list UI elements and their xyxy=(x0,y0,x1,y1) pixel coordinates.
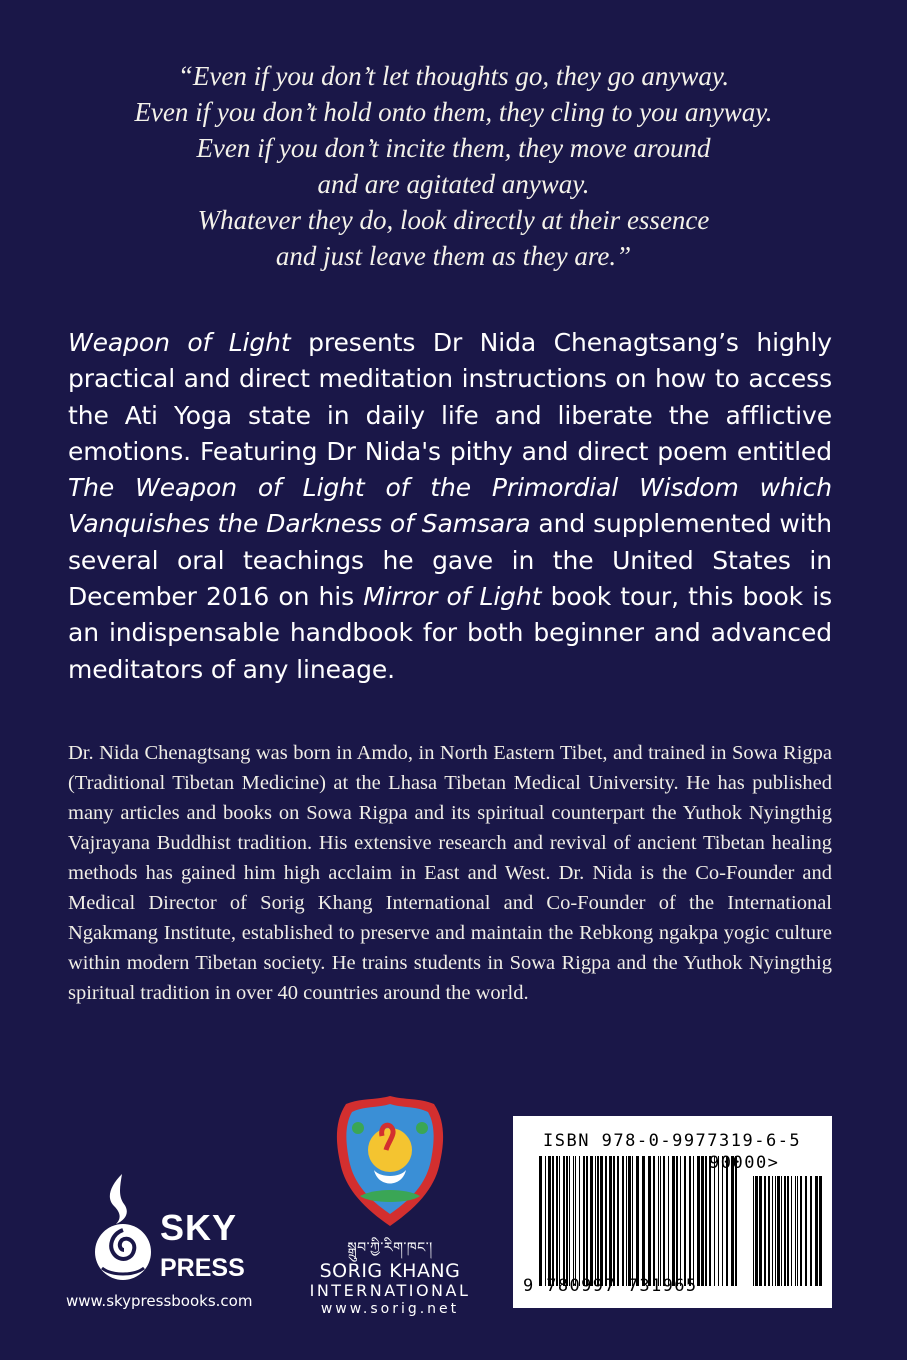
barcode-bar xyxy=(753,1176,754,1286)
barcode-bar xyxy=(648,1156,651,1286)
barcode-bar xyxy=(689,1156,691,1286)
barcode-bar xyxy=(663,1156,665,1286)
isbn-label: ISBN 978-0-9977319-6-5 xyxy=(543,1131,802,1151)
barcode-bar xyxy=(617,1156,619,1286)
blurb-text: book tour, this book is an indispensable handbook for both beginner and advanced meditators of any lineage. xyxy=(68,582,833,684)
barcode-bar xyxy=(642,1156,645,1286)
sorig-tibetan-script: སྒྲུབ་ཀྱི་རིག་ཁང་། xyxy=(347,1240,433,1256)
author-bio: Dr. Nida Chenagtsang was born in Amdo, in North Eastern Tibet, and trained in Sowa Rigpa (Traditional Tibetan Medicine) at the Lhasa Tibetan Medical University. He has published many articles and books on Sowa Rigpa and its spiritual counterpart the Yuthok Nyingthig Vajrayana Buddhist tradition. His extensive research and revival of ancient Tibetan healing methods has gained him high acclaim in East and West. Dr. Nida is the Co-Founder and Medical Director of Sorig Khang International and Co-Founder of the International Ngakmang Institute, established to preserve and maintain the Rebkong ngakpa yogic culture within modern Tibetan society. He trains students in Sowa Rigpa and the Yuthok Nyingthig spiritual tradition in over 40 countries around the world. xyxy=(68,742,832,1004)
barcode-bar xyxy=(573,1156,574,1286)
barcode-bar xyxy=(680,1156,681,1286)
barcode-bar xyxy=(658,1156,659,1286)
barcode-bar xyxy=(660,1156,661,1286)
barcode-bar xyxy=(676,1156,678,1286)
barcode-bar xyxy=(548,1156,551,1286)
barcode-bar xyxy=(714,1156,715,1286)
barcode-bar xyxy=(800,1176,802,1286)
barcode-bar xyxy=(586,1156,588,1286)
quote-line: Even if you don’t hold onto them, they cling to you anyway. xyxy=(134,97,773,127)
barcode-bar xyxy=(791,1176,792,1286)
sorig-url: www.sorig.net xyxy=(320,1301,460,1317)
barcode-bar xyxy=(653,1156,655,1286)
barcode-bar xyxy=(566,1156,568,1286)
barcode-bar xyxy=(784,1176,786,1286)
barcode-bar xyxy=(805,1176,807,1286)
barcode-bar xyxy=(590,1156,593,1286)
poem-title: The Weapon of Light of the Primordial Wisdom which Vanquishes the Darkness of Samsara xyxy=(68,473,832,539)
sorig-international: INTERNATIONAL xyxy=(309,1281,471,1300)
book-title: Weapon of Light xyxy=(68,328,291,357)
barcode-bar xyxy=(600,1156,603,1286)
quote-line: and just leave them as they are.” xyxy=(275,241,632,271)
barcode-bar xyxy=(764,1176,766,1286)
barcode-bar xyxy=(579,1156,580,1286)
sky-press-subname: PRESS xyxy=(160,1254,245,1282)
barcode-bar xyxy=(605,1156,607,1286)
barcode-bar xyxy=(668,1156,669,1286)
barcode-bar xyxy=(552,1156,554,1286)
barcode-bar xyxy=(697,1156,700,1286)
barcode-bar xyxy=(672,1156,675,1286)
barcode-bar xyxy=(626,1156,627,1286)
sky-press-flame-icon xyxy=(92,1172,154,1284)
barcode-bar xyxy=(684,1156,686,1286)
barcode-bar xyxy=(759,1176,762,1286)
barcode-bar xyxy=(755,1176,758,1286)
ean-digits: 9 780997 731965 xyxy=(523,1276,698,1296)
price-addon-label: 90000> xyxy=(709,1153,780,1173)
barcode-bar xyxy=(545,1156,546,1286)
barcode-bar xyxy=(693,1156,694,1286)
back-cover-quote xyxy=(60,58,847,274)
barcode-bar xyxy=(768,1176,770,1286)
barcode-bar xyxy=(772,1176,773,1286)
barcode-bar xyxy=(559,1156,560,1286)
previous-book-title: Mirror of Light xyxy=(363,582,542,612)
barcode-bar xyxy=(795,1176,796,1286)
barcode-bar xyxy=(622,1156,624,1286)
sorig-khang-emblem-icon xyxy=(330,1092,450,1232)
barcode-bar xyxy=(632,1156,633,1286)
isbn-barcode xyxy=(513,1116,832,1308)
barcode-bar xyxy=(563,1156,565,1286)
barcode-bar xyxy=(815,1176,818,1286)
quote-line: Even if you don’t incite them, they move around xyxy=(196,133,711,163)
barcode-bar xyxy=(628,1156,631,1286)
quote-line: and are agitated anyway. xyxy=(317,169,590,199)
barcode-bar xyxy=(575,1156,576,1286)
barcode-bar xyxy=(777,1176,780,1286)
sorig-name: SORIG KHANG xyxy=(319,1260,461,1282)
barcode-bar xyxy=(735,1156,737,1286)
blurb-text: presents Dr Nida Chenagtsang’s highly practical and direct meditation instructions on how to access the Ati Yoga state in daily life and liberate the afflictive emotions. Featuring Dr Nida's pithy and direct poem entitled xyxy=(68,328,832,466)
barcode-bar xyxy=(597,1156,599,1286)
barcode-bar xyxy=(705,1156,707,1286)
quote-line: Whatever they do, look directly at their essence xyxy=(197,205,710,235)
barcode-bar xyxy=(595,1156,596,1286)
book-blurb xyxy=(68,325,832,688)
barcode-bar xyxy=(718,1156,719,1286)
barcode-bar xyxy=(701,1156,704,1286)
barcode-bar xyxy=(731,1156,734,1286)
sky-press-logo xyxy=(60,1170,280,1320)
blurb-text: and supplemented with several oral teachings he gave in the United States in December 2016 on his xyxy=(68,509,833,612)
sky-press-name: SKY xyxy=(160,1207,238,1248)
barcode-bar xyxy=(613,1156,615,1286)
barcode-bar xyxy=(583,1156,585,1286)
barcode-bar xyxy=(636,1156,639,1286)
barcode-bar xyxy=(810,1176,812,1286)
barcode-bar xyxy=(775,1176,776,1286)
barcode-bar xyxy=(726,1156,728,1286)
sky-press-url: www.skypressbooks.com xyxy=(66,1292,253,1310)
barcode-bar xyxy=(539,1156,542,1286)
quote-line: “Even if you don’t let thoughts go, they go anyway. xyxy=(177,61,730,91)
barcode-bar xyxy=(722,1156,723,1286)
barcode-bar xyxy=(709,1156,711,1286)
barcode-bar xyxy=(556,1156,558,1286)
barcode-bar xyxy=(781,1176,782,1286)
barcode-bar xyxy=(787,1176,789,1286)
barcode-bar xyxy=(819,1176,822,1286)
barcode-bar xyxy=(797,1176,798,1286)
barcode-bar xyxy=(609,1156,612,1286)
sorig-khang-logo xyxy=(300,1092,480,1322)
barcode-bar xyxy=(569,1156,570,1286)
